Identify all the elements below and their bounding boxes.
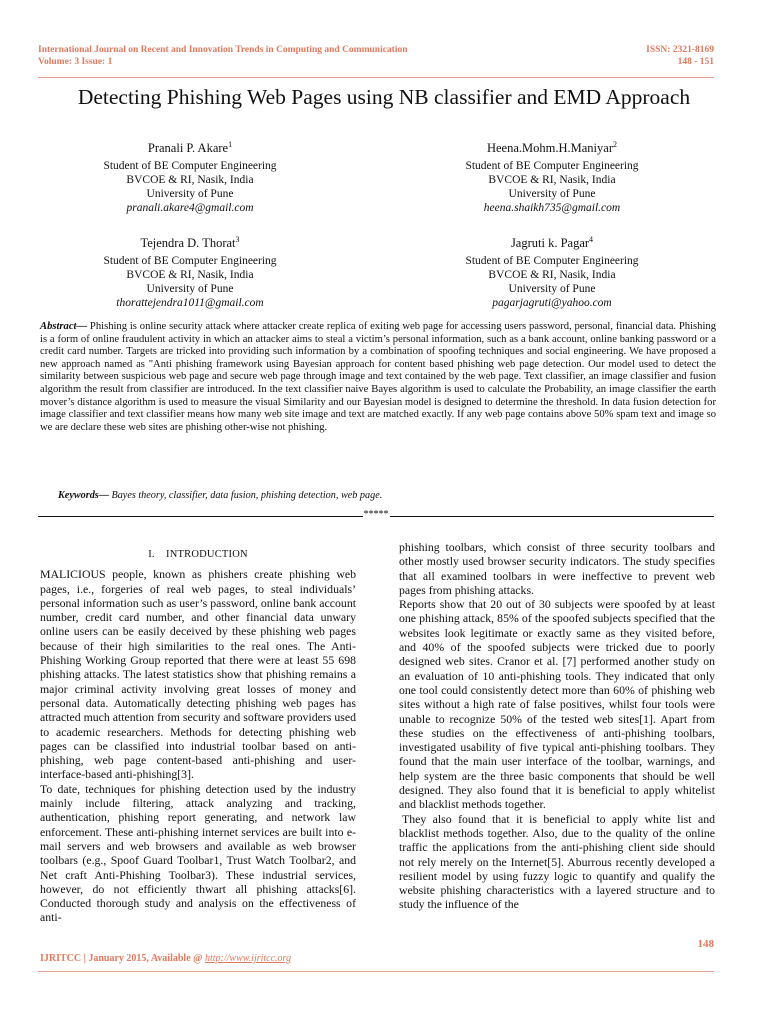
page-range: 148 - 151 — [677, 57, 714, 67]
author-name: Heena.Mohm.H.Maniyar — [486, 141, 613, 156]
author-institute: BVCOE & RI, Nasik, India — [126, 269, 254, 282]
author-university: University of Pune — [146, 188, 234, 201]
journal-volume: Volume: 3 Issue: 1 — [38, 57, 113, 67]
author-superscript: 3 — [235, 235, 240, 244]
footer-link[interactable]: http://www.ijritcc.org — [204, 953, 292, 964]
header-rule — [38, 77, 714, 78]
author-role: Student of BE Computer Engineering — [103, 255, 277, 268]
author-email: pagarjagruti@yahoo.com — [492, 297, 612, 310]
journal-name: International Journal on Recent and Innovation Trends in Computing and Communication — [38, 45, 408, 55]
abstract-text: Phishing is online security attack where attacker create replica of exiting web page for accessing users password, personal, financial data. Phishing is a form of online fraudulent activity in which an attacker aims to steal a victim’s personal information, such as a bank account, online banking password or a credit card number. Targets are tricked into providing such information by a combination of spoofing techniques and social engineering. We have proposed a new approach named as "Anti phishing framework using Bayesian approach for content based phishing web page detection. Our model used to detect the similarity between suspicious web page and secure web page through image and text contained by the web page. Text classifier, an image classifier and fusion algorithm the result from classifier are introduced. In the text classifier naive Bayes algorithm is used to calculate the Probability, an image classifier the earth mover’s distance algorithm is used to measure the visual Similarity and our Bayesian model is designed to determine the threshold. In data fusion detection for image classifier and text classifier means how many web site image and text are matched exactly. If any web page contains above 50% spam text and image so we are declare these web sites are phishing other-wise not phishing. — [40, 321, 716, 433]
section-title: INTRODUCTION — [166, 549, 248, 560]
author-name: Pranali P. Akare — [147, 141, 229, 156]
body-paragraph: phishing toolbars, which consist of three security toolbars and other mostly used browser security indicators. The study specifies that all examined toolbars in were ineffective to prevent web pages from phishing attacks. — [399, 540, 715, 597]
author-university: University of Pune — [146, 283, 234, 296]
author-university: University of Pune — [508, 188, 596, 201]
author-block — [402, 232, 702, 310]
section-number: I. — [148, 549, 155, 560]
author-superscript: 1 — [228, 140, 233, 149]
author-superscript: 4 — [589, 235, 594, 244]
author-institute: BVCOE & RI, Nasik, India — [488, 174, 616, 187]
abstract-label: Abstract— — [40, 321, 88, 332]
keywords-label: Keywords— — [58, 490, 109, 501]
body-paragraph: To date, techniques for phishing detection used by the industry mainly include filtering, attack analyzing and tracking, authentication, phishing report generating, and network law enforcement. These anti-phishing internet services are built into e-mail servers and web browsers and available as web browser toolbars (e.g., Spoof Guard Toolbar1, Trust Watch Toolbar2, and Net craft Anti-Phishing Toolbar3). These industrial services, however, do not efficiently thwart all phishing attacks[6]. Conducted thorough study and analysis on the effectiveness of anti- — [40, 781, 356, 925]
author-superscript: 2 — [613, 140, 617, 149]
right-column — [399, 540, 715, 912]
page-number: 148 — [697, 938, 714, 950]
author-institute: BVCOE & RI, Nasik, India — [488, 269, 616, 282]
abstract — [40, 321, 716, 434]
author-name: Tejendra D. Thorat — [140, 236, 236, 251]
divider-stars: ***** — [363, 509, 389, 520]
author-block — [40, 232, 340, 310]
author-email: thorattejendra1011@gmail.com — [116, 297, 264, 310]
footer-text: IJRITCC | January 2015, Available @ — [40, 953, 205, 964]
author-block — [402, 137, 702, 215]
author-name: Jagruti k. Pagar — [510, 236, 590, 251]
keywords-text: Bayes theory, classifier, data fusion, phishing detection, web page. — [108, 490, 383, 501]
author-university: University of Pune — [508, 283, 596, 296]
body-paragraph: MALICIOUS people, known as phishers create phishing web pages, i.e., forgeries of real web pages, to steal individuals’ personal information such as user’s password, online bank account number, credit card number, and other financial data unwary online users can be easily deceived by these phishing web pages because of their high similarities to the real ones. The Anti-Phishing Working Group reported that there were at least 55 698 phishing attacks. The latest statistics show that phishing remains a major criminal activity involving great losses of money and personal data. Automatically detecting phishing web pages has attracted much attention from security and software providers used to academic researchers. Methods for detecting phishing web pages can be classified into industrial toolbar based on anti-phishing, web page content-based anti-phishing and user-interface-based anti-phishing[3]. — [40, 567, 356, 782]
body-paragraph: They also found that it is beneficial to apply white list and blacklist methods together. Also, due to the quality of the online traffic the applications from the anti-phishing client side should not rely merely on the Internet[5]. Aburrous recently developed a resilient model by using fuzzy logic to quantify and qualify the website phishing characteristics with a layered structure and to study the influence of the — [399, 811, 715, 912]
journal-issn: ISSN: 2321-8169 — [646, 45, 714, 55]
author-role: Student of BE Computer Engineering — [465, 160, 639, 173]
keywords — [58, 489, 382, 502]
author-role: Student of BE Computer Engineering — [465, 255, 639, 268]
section-divider — [38, 509, 714, 520]
author-email: pranali.akare4@gmail.com — [126, 202, 254, 215]
footer-rule — [38, 971, 714, 972]
author-institute: BVCOE & RI, Nasik, India — [126, 174, 254, 187]
body-paragraph: Reports show that 20 out of 30 subjects were spoofed by at least one phishing attack, 85% of the spoofed subjects specified that the websites look legitimate or exactly same as they visited before, and 40% of the spoofed subjects were tricked due to poorly designed web sites. Cranor et al. [7] performed another study on an evaluation of 10 anti-phishing tools. They indicated that only one tool could consistently detect more than 60% of phishing web sites without a high rate of false positives, whilst four tools were unable to recognize 50% of the tested web sites[1]. Apart from these studies on the effectiveness of anti-phishing toolbars, investigated usability of five typical anti-phishing toolbars. They found that the main user interface of the toolbar, warnings, and help system are the three basic components that should be well designed. They also found that it is beneficial to apply whitelist and blacklist methods together. — [399, 597, 715, 812]
author-email: heena.shaikh735@gmail.com — [483, 202, 621, 215]
author-role: Student of BE Computer Engineering — [103, 160, 277, 173]
author-block — [40, 137, 340, 215]
page-footer — [40, 953, 291, 964]
section-heading — [40, 548, 356, 562]
left-column — [40, 538, 356, 925]
paper-title: Detecting Phishing Web Pages using NB classifier and EMD Approach — [77, 85, 691, 109]
